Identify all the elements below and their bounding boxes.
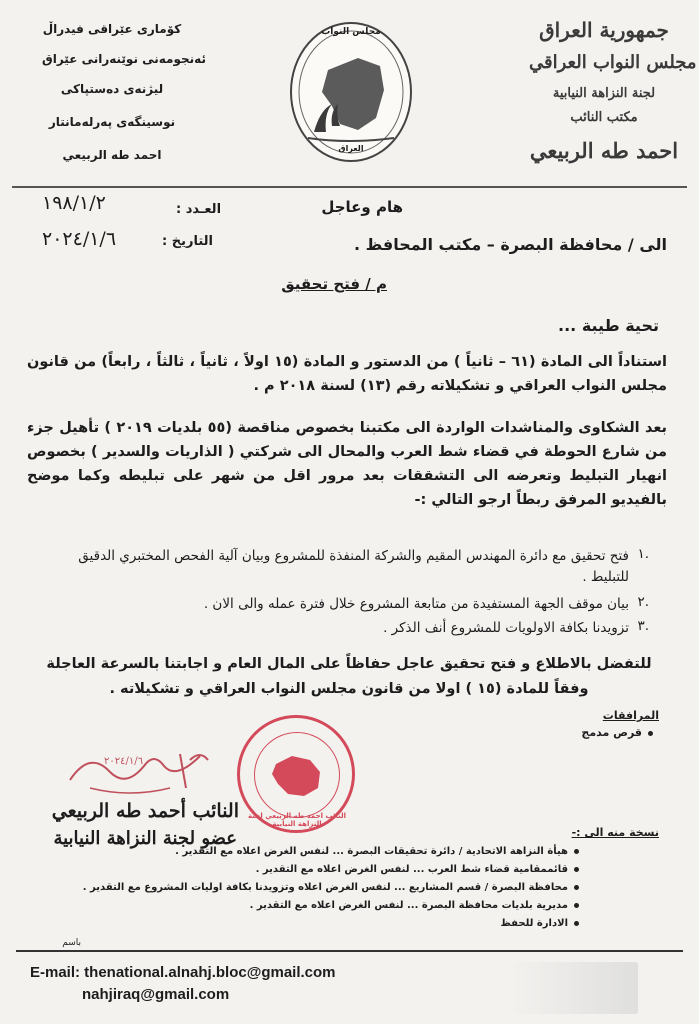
attachment-item: قرص مدمج (581, 726, 653, 739)
paragraph-complaint: بعد الشكاوى والمناشدات الواردة الى مكتبنا بخصوص مناقصة (٥٥ بلديات ٢٠١٩ ) تأهيل جزء من شارع الحوطة في قضاء شط العرب والمحال الى شركتي ( الذاريات والسدير ) بخصوص انهيار التبليط وتعرضه الى التشققات بعد مرور اقل من شهر على تبليطه وكما موضح بالفيديو المرفق ربطاً ارجو التالي :- (27, 420, 667, 508)
kurdish-line-1: کۆماری عێراقی فیدراڵ (42, 22, 182, 36)
official-seal (237, 715, 355, 833)
request-number: ٣. (637, 618, 649, 634)
paragraph-legal-basis: استناداً الى المادة (٦١ – ثانياً ) من الدستور و المادة (١٥ اولاً ، ثانياً ، ثالثاً ، رابعاً) من قانون مجلس النواب العراقي و تشكيلاته رقم (١٣) لسنة ٢٠١٨ م . (27, 354, 667, 394)
copy-item: الادارة للحفظ (500, 918, 579, 929)
footer-email-secondary[interactable]: nahjiraq@gmail.com (82, 986, 230, 1003)
signatory-role: عضو لجنة النزاهة النيابية (53, 828, 237, 849)
date-value: ٢٠٢٤/١/٦ (42, 228, 117, 250)
arabic-line-5: احمد طه الربيعي (529, 138, 679, 163)
bullet-icon (574, 867, 579, 872)
bullet-icon (574, 903, 579, 908)
recipient-line: الى / محافظة البصرة – مكتب المحافظ . (353, 235, 667, 254)
seal-text: النائب احمد طه الربيعي لجنة النزاهة النيابية (248, 812, 346, 828)
footer-email-line[interactable]: E-mail: thenational.alnahj.bloc@gmail.com (30, 964, 336, 981)
kurdish-line-4: نوسینگەی پەرلەمانتار (48, 115, 176, 129)
arabic-line-3: لجنة النزاهة النيابية (552, 86, 656, 101)
bullet-icon (648, 731, 653, 736)
copies-label: نسخة منه الى :- (571, 826, 659, 839)
attachments-label: المرافقات (602, 709, 659, 722)
kurdish-line-3: لیژنەی دەستپاکی (60, 82, 164, 96)
kurdish-line-5: احمد طه الربيعي (62, 148, 162, 162)
request-item: بيان موقف الجهة المستفيدة من متابعة المشروع خلال فترة عمله والى الان . (203, 596, 629, 612)
bullet-icon (574, 921, 579, 926)
arabic-line-1: جمهورية العراق (539, 18, 669, 42)
urgency-label: هام وعاجل (321, 198, 403, 216)
logo-bottom-text: العراق (338, 144, 364, 153)
signature-date: ٢٠٢٤/١/٦ (104, 756, 143, 767)
copy-item: هيأة النزاهة الاتحادية / دائرة تحقيقات البصرة ... لنفس الغرض اعلاه مع التقدير . (175, 846, 579, 857)
request-item: فتح تحقيق مع دائرة المهندس المقيم والشركة المنفذة للمشروع وبيان آلية الفحص المختبري الدقيق للتبليط . (78, 548, 629, 585)
greeting: تحية طيبة ... (558, 316, 659, 335)
footer-divider (16, 950, 683, 952)
handwritten-signature (60, 740, 220, 800)
request-item: تزويدنا بكافة الاولويات للمشروع أنف الذكر . (383, 620, 629, 636)
closing-paragraph: للتفضل بالاطلاع و فتح تحقيق عاجل حفاظاً على المال العام و اجابتنا بالسرعة العاجلة وفقاً للمادة (١٥ ) اولا من قانون مجلس النواب العراقي و تشكيلاته . (46, 656, 652, 697)
number-label: العـدد : (176, 202, 222, 217)
kurdish-line-2: ئەنجومەنی نوێنەرانی عێراق (42, 52, 206, 66)
subject-line: م / فتح تحقيق (281, 275, 387, 293)
request-number: ٢. (637, 594, 649, 610)
copies-footer-note: باسم (62, 938, 81, 948)
number-value: ١٩٨/١/٢ (42, 192, 106, 214)
bullet-icon (574, 849, 579, 854)
parliament-logo (288, 20, 414, 164)
signatory-name: النائب أحمد طه الربيعي (51, 800, 239, 822)
logo-top-text: مجلس النواب (321, 27, 381, 37)
arabic-line-2: مجلس النواب العراقي (529, 52, 697, 73)
date-label: التاريخ : (162, 234, 213, 249)
copy-item: محافظة البصرة / قسم المشاريع ... لنفس الغرض اعلاه وتزويدنا بكافة اوليات المشروع مع التقدير . (83, 882, 579, 893)
header-divider (12, 186, 687, 188)
arabic-line-4: مكتب النائب (570, 110, 638, 125)
copy-item: قائممقامية قضاء شط العرب ... لنفس الغرض اعلاه مع التقدير . (256, 864, 579, 875)
request-number: ١. (637, 546, 649, 562)
blurred-contact-area (508, 962, 638, 1014)
bullet-icon (574, 885, 579, 890)
copy-item: مديرية بلديات محافظة البصرة ... لنفس الغرض اعلاه مع التقدير . (250, 900, 579, 911)
